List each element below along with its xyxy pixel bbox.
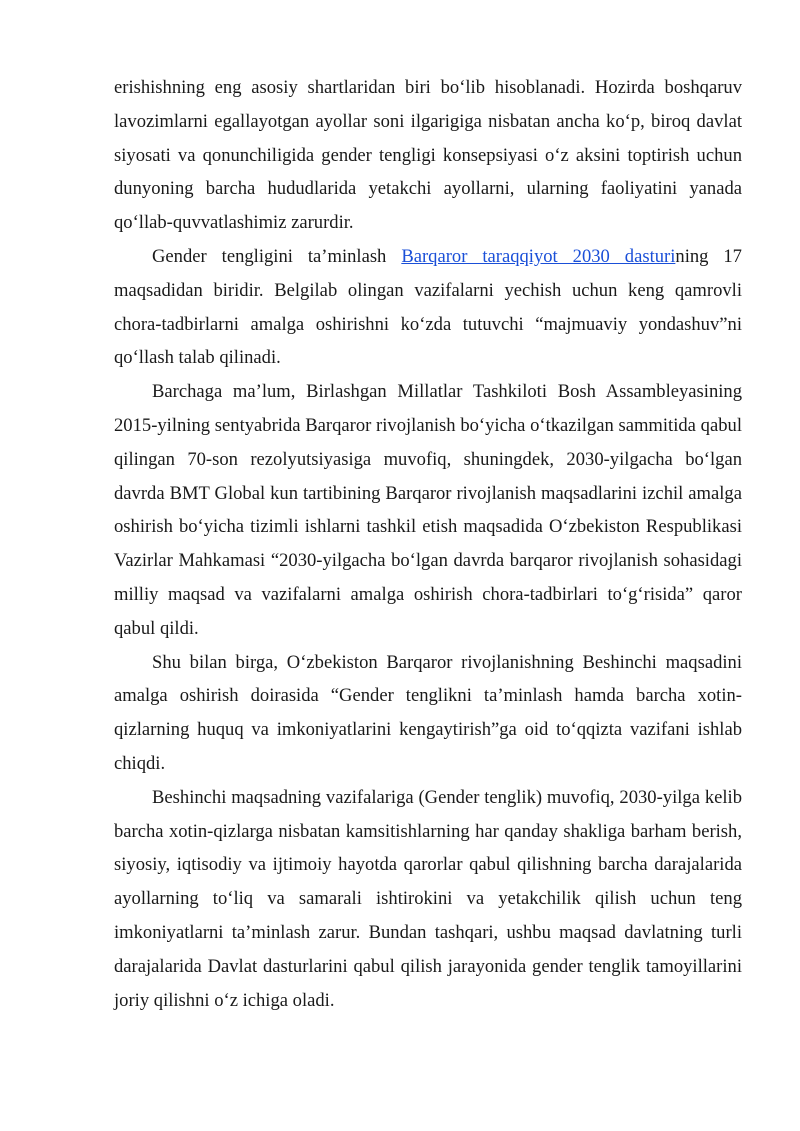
paragraph-continuation: erishishning eng asosiy shartlaridan biri bo‘lib hisoblanadi. Hozirda boshqaruv lavozimlarni egallayotgan ayollar soni ilgarigiga nisbatan ancha ko‘p, biroq davlat siyosati va qonunchiligida gender tengligi konsepsiyasi o‘z aksini toptirish uchun dunyoning barcha hududlarida yetakchi ayollarni, ularning faoliyatini yanada qo‘llab-quvvatlashimiz zarurdir. — [114, 77, 742, 234]
document-page — [114, 71, 742, 1017]
paragraph-text-after-link: ning 17 maqsadidan biridir. Belgilab olingan vazifalarni yechish uchun keng qamrovli chora-tadbirlarni amalga oshirishni ko‘zda tutuvchi “majmuaviy yondashuv”ni qo‘llash talab qilinadi. — [114, 245, 742, 369]
sustainable-development-2030-link[interactable]: Barqaror taraqqiyot 2030 dasturi — [401, 245, 676, 267]
paragraph-un-resolution: Barchaga ma’lum, Birlashgan Millatlar Tashkiloti Bosh Assambleyasining 2015-yilning sentyabrida Barqaror rivojlanish bo‘yicha o‘tkazilgan sammitida qabul qilingan 70-son rezolyutsiyasiga muvofiq, shuningdek, 2030-yilgacha bo‘lgan davrda BMT Global kun tartibining Barqaror rivojlanish maqsadlarini izchil amalga oshirish bo‘yicha tizimli ishlarni tashkil etish maqsadida O‘zbekiston Respublikasi Vazirlar Mahkamasi “2030-yilgacha bo‘lgan davrda barqaror rivojlanish sohasidagi milliy maqsad va vazifalarni amalga oshirish chora-tadbirlari to‘g‘risida” qaror qabul qildi. — [114, 381, 742, 639]
paragraph-text-before-link: Gender tengligini ta’minlash — [152, 245, 402, 267]
paragraph-fifth-goal-tasks: Shu bilan birga, O‘zbekiston Barqaror rivojlanishning Beshinchi maqsadini amalga oshirish doirasida “Gender tenglikni ta’minlash hamda barcha xotin-qizlarning huquq va imkoniyatlarini kengaytirish”ga oid to‘qqizta vazifani ishlab chiqdi. — [114, 651, 742, 774]
paragraph-gender-equality — [114, 240, 742, 375]
paragraph-fifth-goal-targets: Beshinchi maqsadning vazifalariga (Gender tenglik) muvofiq, 2030-yilga kelib barcha xotin-qizlarga nisbatan kamsitishlarning har qanday shakliga barham berish, siyosiy, iqtisodiy va ijtimoiy hayotda qarorlar qabul qilishning barcha darajalarida ayollarning to‘liq va samarali ishtirokini va yetakchilik qilish uchun teng imkoniyatlarni ta’minlash zarur. Bundan tashqari, ushbu maqsad davlatning turli darajalarida Davlat dasturlarini qabul qilish jarayonida gender tenglik tamoyillarini joriy qilishni o‘z ichiga oladi. — [114, 786, 742, 1011]
